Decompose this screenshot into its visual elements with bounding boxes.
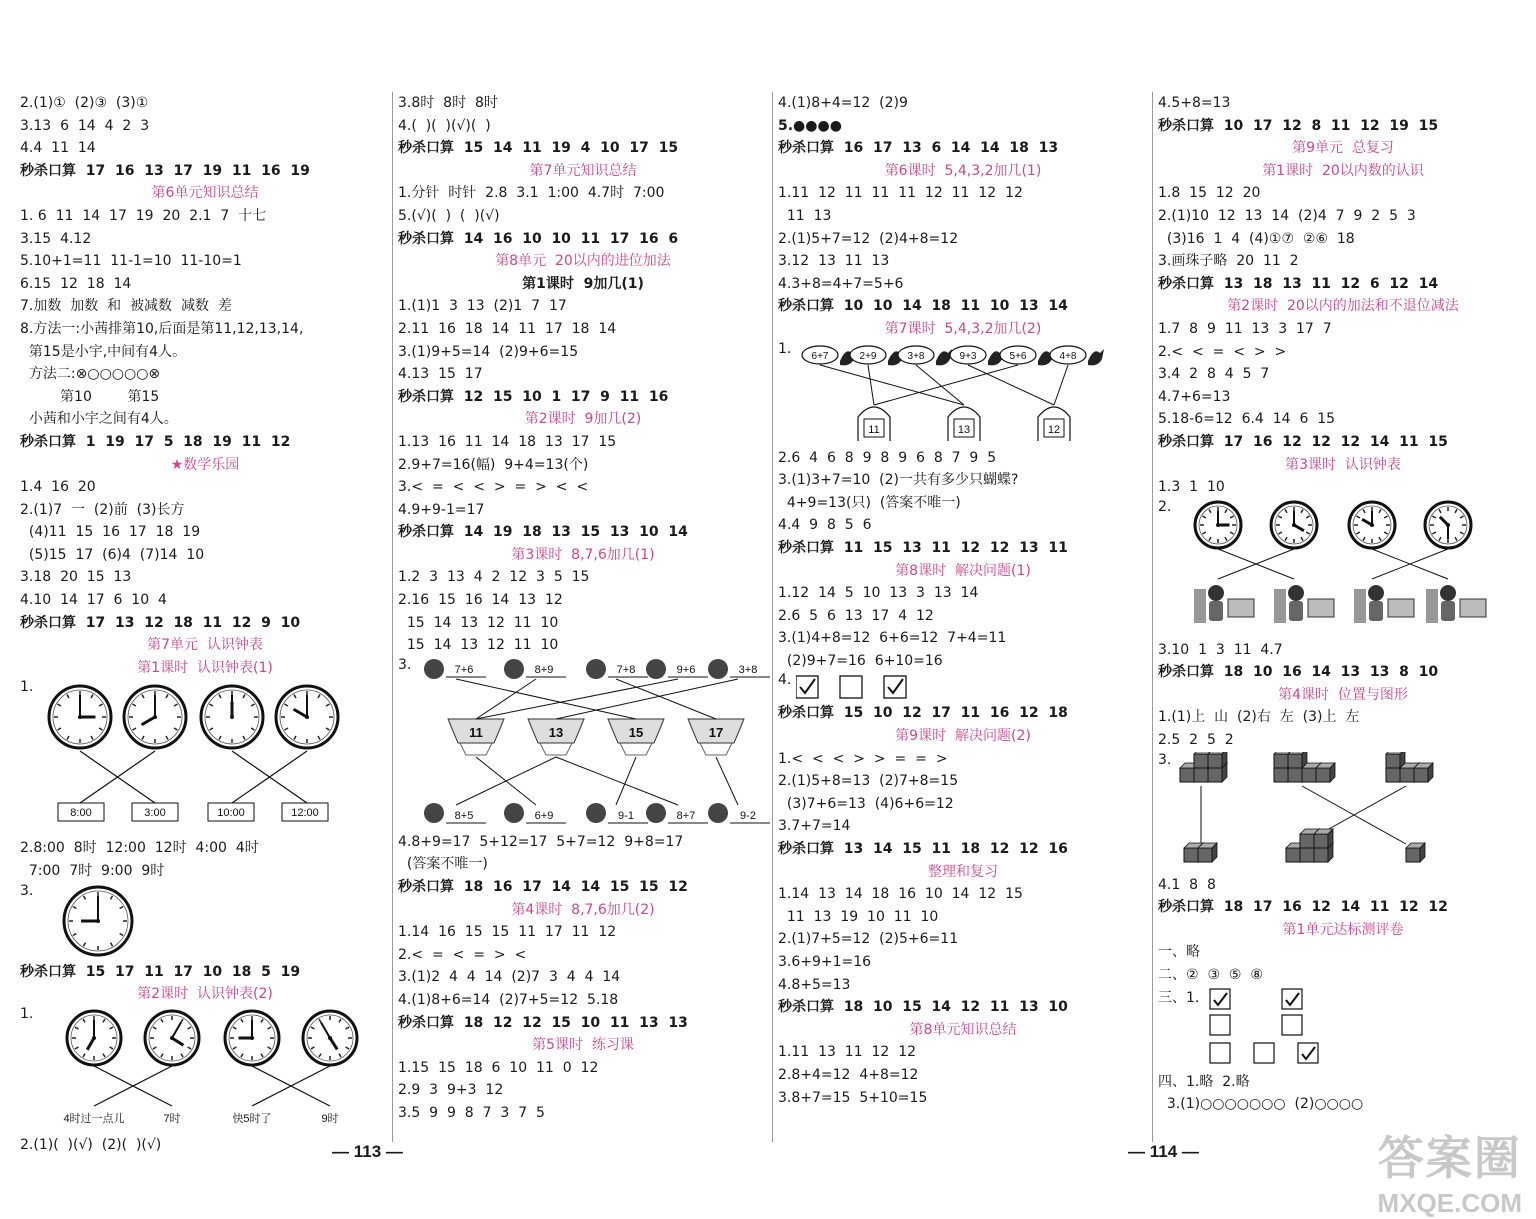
expression-label: 6+9 <box>534 809 554 822</box>
item-number: 3. <box>398 656 412 673</box>
sum-label: 17 <box>708 724 724 740</box>
bird-icon <box>1088 349 1104 365</box>
answer-line: (2)9+7=16 6+10=16 <box>778 652 943 669</box>
expression-label: 2+9 <box>859 350 877 362</box>
section-heading: 第1单元达标测评卷 <box>1282 921 1404 938</box>
section-heading: 第1课时 20以内数的认识 <box>1262 162 1424 179</box>
test3-block <box>1158 987 1528 1071</box>
column-4 <box>1158 92 1528 1116</box>
answer-line: 11 13 <box>778 207 832 224</box>
answer-line: 小茜和小宇之间有4人。 <box>20 411 178 428</box>
answer-line: 3.(1)3+7=10 (2)一共有多少只蝴蝶? <box>778 472 1019 489</box>
item-number: 3. <box>20 882 34 899</box>
mental-math-row: 秒杀口算 15 17 11 17 10 18 5 19 <box>20 963 301 980</box>
mental-math-row: 秒杀口算 17 16 12 12 12 14 11 15 <box>1158 433 1448 450</box>
cube <box>1198 843 1217 862</box>
answer-line: 2.(1)5+7=12 (2)4+8=12 <box>778 230 959 247</box>
answer-line: 3.4 2 8 4 5 7 <box>1158 366 1270 383</box>
answer-line: 3.(1)○○○○○○○ (2)○○○○ <box>1158 1096 1364 1113</box>
expression-label: 9-2 <box>740 809 756 822</box>
answer-line: 3.12 13 11 13 <box>778 253 890 270</box>
answer-line: 2.11 16 18 14 11 17 18 14 <box>398 320 617 337</box>
clock-face <box>276 686 338 748</box>
answer-line: 4.4 9 8 5 6 <box>778 517 872 534</box>
clocks4-block <box>1158 499 1528 639</box>
section-heading: 第3课时 认识钟表 <box>1285 456 1401 473</box>
answer-line: 4.(1)8+6=14 (2)7+5=12 5.18 <box>398 992 619 1008</box>
cube <box>1414 763 1433 782</box>
section-heading: 整理和复习 <box>928 863 998 880</box>
answer-line: 2.8:00 8时 12:00 12时 4:00 4时 <box>20 840 259 857</box>
answer-line: 1.15 15 18 6 10 11 0 12 <box>398 1059 599 1076</box>
answer-line: 3.5 9 9 8 7 3 7 5 <box>398 1104 545 1121</box>
answer-line: 3.(1)2 4 4 14 (2)7 3 4 4 14 <box>398 969 621 986</box>
clock-face <box>67 1011 121 1065</box>
answer-line: 1.< < < > > = = > <box>778 750 948 767</box>
answer-line: 第15是小宇,中间有4人。 <box>20 343 187 360</box>
section-heading: 第2课时 9加几(2) <box>524 411 642 428</box>
answer-line: 7:00 7时 9:00 9时 <box>20 863 165 880</box>
section-heading: 第9课时 解决问题(2) <box>895 728 1031 745</box>
answer-line: 4.4 11 14 <box>20 140 96 157</box>
section-heading: 第8单元 20以内的进位加法 <box>495 253 671 270</box>
clock-face <box>49 686 111 748</box>
cube <box>1406 843 1425 862</box>
answer-line: 3.(1)4+8=12 6+6=12 7+4=11 <box>778 630 1007 647</box>
clocks1-block <box>20 679 390 837</box>
column-divider <box>392 92 393 1142</box>
answer-line: 2.(1)5+8=13 (2)7+8=15 <box>778 773 959 790</box>
answer-line: 6.15 12 18 14 <box>20 275 132 292</box>
answer-line: 3.画珠子略 20 11 2 <box>1158 253 1299 270</box>
section-heading: 第8课时 解决问题(1) <box>895 562 1031 579</box>
item-number: 1. <box>778 340 792 357</box>
answer-line: 1.(1)上 山 (2)右 左 (3)上 左 <box>1158 709 1360 726</box>
section-heading: 第8单元知识总结 <box>909 1021 1017 1038</box>
answer-line: 4.3+8=4+7=5+6 <box>778 275 904 292</box>
cubes-block <box>1158 752 1528 874</box>
expression-label: 7+8 <box>616 663 636 676</box>
time-label: 8:00 <box>70 807 92 820</box>
time-label: 3:00 <box>144 807 166 820</box>
answer-line: 2.9 3 9+3 12 <box>398 1082 504 1099</box>
basket-net <box>460 743 492 755</box>
section-heading: 第7单元 认识钟表 <box>147 637 263 654</box>
item-number: 3. <box>1158 751 1172 768</box>
clock-face <box>145 1011 199 1065</box>
expression-label: 4+8 <box>1059 350 1077 362</box>
expression-label: 7+6 <box>454 663 474 676</box>
answer-line: 8.方法一:小茜排第10,后面是第11,12,13,14, <box>20 320 304 337</box>
answer-line: 2.(1)10 12 13 14 (2)4 7 9 2 5 3 <box>1158 207 1416 224</box>
answer-box <box>1254 1043 1274 1063</box>
answer-line: 3.13 6 14 4 2 3 <box>20 117 150 134</box>
answer-line: 3.6+9+1=16 <box>778 954 872 970</box>
cube <box>1208 752 1227 768</box>
answer-line: 1.4 16 20 <box>20 479 96 496</box>
column-1 <box>20 92 390 1156</box>
basketball <box>424 659 444 679</box>
answer-line: 3.8+7=15 5+10=15 <box>778 1089 928 1106</box>
answer-line: 11 13 19 10 11 10 <box>778 908 939 925</box>
mental-math-row: 秒杀口算 13 18 13 11 12 6 12 14 <box>1158 275 1439 292</box>
clock-scene-figure <box>1176 499 1526 639</box>
sum-label: 15 <box>628 724 644 740</box>
time-label: 4时过一点儿 <box>63 1112 125 1125</box>
section-heading: 第7课时 5,4,3,2加几(2) <box>884 320 1042 337</box>
answer-line: 四、1.略 2.略 <box>1158 1073 1250 1090</box>
answer-line: 4.5+8=13 <box>1158 95 1231 111</box>
section-heading: 第1课时 认识钟表(1) <box>137 659 273 676</box>
watermark-text: 答案圈 <box>1377 1131 1522 1185</box>
basketball <box>646 659 666 679</box>
answer-line: 二、② ③ ⑤ ⑧ <box>1158 967 1263 984</box>
column-3 <box>778 92 1148 1109</box>
time-label: 10:00 <box>217 807 245 820</box>
mental-math-row: 秒杀口算 10 10 14 18 11 10 13 14 <box>778 298 1068 315</box>
answer-line: 3.10 1 3 11 4.7 <box>1158 641 1283 658</box>
section-heading: 第7单元知识总结 <box>529 162 637 179</box>
answer-box <box>840 676 862 698</box>
clock-face <box>225 1011 279 1065</box>
basketball-matching-figure <box>416 657 776 831</box>
answer-line: 1.分针 时针 2.8 3.1 1:00 4.7时 7:00 <box>398 185 665 202</box>
clocks-figure <box>30 1006 390 1134</box>
mental-math-row: 秒杀口算 1 19 17 5 18 19 11 12 <box>20 433 291 450</box>
answer-box <box>1210 1043 1230 1063</box>
answer-line: 1.7 8 9 11 13 3 17 7 <box>1158 320 1332 337</box>
basketball <box>586 659 606 679</box>
answer-line: 5.(√)( ) ( )(√) <box>398 207 500 224</box>
baskets-block <box>398 657 768 831</box>
answer-line: 5.10+1=11 11-1=10 11-10=1 <box>20 253 242 270</box>
answer-line: 7.加数 加数 和 被减数 减数 差 <box>20 298 232 315</box>
mental-math-row: 秒杀口算 18 12 12 15 10 11 13 13 <box>398 1014 688 1031</box>
section-heading: 第5课时 练习课 <box>532 1037 634 1054</box>
sum-label: 11 <box>469 724 483 740</box>
answer-line: 2.8+4=12 4+8=12 <box>778 1066 919 1083</box>
clock-face <box>1349 502 1395 548</box>
answer-line: (4)11 15 16 17 18 19 <box>20 524 201 541</box>
expression-label: 9+3 <box>959 350 977 362</box>
answer-box <box>1210 1015 1230 1035</box>
basketball <box>646 803 666 823</box>
clock-face <box>1425 502 1471 548</box>
answer-line: 1.12 14 5 10 13 3 13 14 <box>778 585 979 602</box>
clock3-block <box>20 883 390 961</box>
answer-line: 1.14 16 15 15 11 17 11 12 <box>398 924 617 941</box>
answer-line: 2.6 5 6 13 17 4 12 <box>778 607 934 624</box>
answer-line: 3.8时 8时 8时 <box>398 95 498 111</box>
answer-line: 4.8+5=13 <box>778 976 851 993</box>
clock-figure <box>38 883 158 961</box>
expression-label: 9+6 <box>676 663 696 676</box>
clock-face <box>1195 502 1241 548</box>
section-heading: 第4课时 8,7,6加几(2) <box>511 901 655 918</box>
answer-line: (3)16 1 4 (4)①⑦ ②⑥ 18 <box>1158 230 1355 247</box>
answer-line: 4.9+9-1=17 <box>398 501 485 518</box>
answer-line: 一、略 <box>1158 944 1200 961</box>
birds-block <box>778 341 1148 447</box>
section-heading: ★数学乐园 <box>170 456 240 473</box>
section-heading: 第3课时 8,7,6加几(1) <box>511 546 655 563</box>
clock-face <box>1271 502 1317 548</box>
expression-label: 8+7 <box>676 809 696 822</box>
mental-math-row: 秒杀口算 11 15 13 11 12 12 13 11 <box>778 539 1068 556</box>
time-label: 快5时了 <box>232 1112 272 1125</box>
mental-math-row: 秒杀口算 18 17 16 12 14 11 12 12 <box>1158 899 1448 916</box>
answer-line: 3.18 20 15 13 <box>20 569 132 586</box>
answer-line: 2.5 2 5 2 <box>1158 732 1234 749</box>
answer-box <box>1282 1015 1302 1035</box>
answer-box <box>1210 989 1230 1009</box>
bird-icon <box>936 349 952 365</box>
answer-line: 3.15 4.12 <box>20 230 92 247</box>
sum-label: 13 <box>548 724 564 740</box>
item-number: 1. <box>20 679 34 696</box>
child-scene-icon <box>1274 585 1334 623</box>
mental-math-row: 秒杀口算 14 19 18 13 15 13 10 14 <box>398 524 688 541</box>
cube <box>1386 752 1405 768</box>
column-divider <box>1152 92 1153 1142</box>
time-label: 9时 <box>321 1112 339 1125</box>
answer-line: (答案不唯一) <box>398 856 488 873</box>
basketball <box>708 659 728 679</box>
answer-line: 3.(1)9+5=14 (2)9+6=15 <box>398 343 579 360</box>
answer-line: 方法二:⊗○○○○○⊗ <box>20 366 161 383</box>
mental-math-row: 秒杀口算 16 17 13 6 14 14 18 13 <box>778 140 1059 157</box>
basket-net <box>700 743 732 755</box>
answer-line: 第10 第15 <box>20 388 160 405</box>
child-scene-icon <box>1194 585 1254 623</box>
section-heading: 第9单元 总复习 <box>1292 140 1394 157</box>
child-scene-icon <box>1354 585 1414 623</box>
basketball <box>504 803 524 823</box>
mental-math-row: 秒杀口算 13 14 15 11 18 12 12 16 <box>778 841 1068 858</box>
answer-line: 4.( )( )(√)( ) <box>398 117 491 134</box>
clock-face <box>64 887 132 955</box>
mental-math-row: 秒杀口算 18 10 16 14 13 13 8 10 <box>1158 664 1439 681</box>
mental-math-row: 秒杀口算 17 13 12 18 11 12 9 10 <box>20 614 301 631</box>
cube <box>1314 829 1333 848</box>
mental-math-row: 秒杀口算 15 14 11 19 4 10 17 15 <box>398 140 679 157</box>
section-heading: 第2课时 20以内的加法和不退位减法 <box>1227 298 1459 315</box>
cube <box>1316 763 1335 782</box>
answer-line: 4.10 14 17 6 10 4 <box>20 592 167 609</box>
answer-line: 4.8+9=17 5+12=17 5+7=12 9+8=17 <box>398 833 684 850</box>
answer-box <box>1282 989 1302 1009</box>
answer-line: 1.2 3 13 4 2 12 3 5 15 <box>398 569 590 586</box>
clock-face <box>201 686 263 748</box>
basketball <box>504 659 524 679</box>
answer-line: 2.(1)7+5=12 (2)5+6=11 <box>778 931 959 948</box>
sum-label: 13 <box>957 423 971 436</box>
section-heading: 第2课时 认识钟表(2) <box>137 986 273 1003</box>
page-number-right: — 114 — <box>1128 1142 1199 1161</box>
answer-line: 1.11 12 11 11 11 12 11 12 12 <box>778 185 1023 202</box>
answer-line: 2.16 15 16 14 13 12 <box>398 592 563 609</box>
mental-math-row: 秒杀口算 17 16 13 17 19 11 16 19 <box>20 162 310 179</box>
answer-line: 1.14 13 14 18 16 10 14 12 15 <box>778 886 1023 903</box>
expression-label: 8+5 <box>454 809 474 822</box>
answer-line: 4.(1)8+4=12 (2)9 <box>778 95 908 111</box>
mental-math-row: 秒杀口算 18 16 17 14 14 15 15 12 <box>398 879 688 896</box>
section-heading: 第6课时 5,4,3,2加几(1) <box>884 162 1042 179</box>
basket-net <box>620 743 652 755</box>
mental-math-row: 秒杀口算 10 17 12 8 11 12 19 15 <box>1158 117 1439 134</box>
cube <box>1288 752 1307 768</box>
answer-box <box>1298 1043 1318 1063</box>
answer-line: 3.< = < < > = > < < <box>398 479 589 496</box>
answer-line: 1. 6 11 14 17 19 20 2.1 7 十七 <box>20 207 267 224</box>
basket-net <box>540 743 572 755</box>
time-label: 7时 <box>163 1112 181 1125</box>
answer-line: 4.1 8 8 <box>1158 876 1216 893</box>
expression-label: 3+8 <box>907 350 925 362</box>
clock-face <box>124 686 186 748</box>
checkbox-answers <box>1206 987 1426 1071</box>
answer-line: 1.13 16 11 14 18 13 17 15 <box>398 433 617 450</box>
child-scene-icon <box>1426 585 1486 623</box>
expression-label: 8+9 <box>534 663 554 676</box>
sum-label: 11 <box>868 423 880 436</box>
mental-math-row: 秒杀口算 18 10 15 14 12 11 13 10 <box>778 999 1068 1016</box>
answer-line: (3)7+6=13 (4)6+6=12 <box>778 795 954 812</box>
answer-line: 2.< = < = > < <box>398 946 527 963</box>
answer-line: 4.7+6=13 <box>1158 388 1231 405</box>
basketball <box>586 803 606 823</box>
answer-line: 4.13 15 17 <box>398 366 483 383</box>
answer-line: 1.11 13 11 12 12 <box>778 1044 917 1061</box>
section-heading: 第6单元知识总结 <box>151 185 259 202</box>
item-number: 1. <box>20 1005 34 1022</box>
answer-line: 5.18-6=12 6.4 14 6 15 <box>1158 411 1336 428</box>
watermark-site: MXQE.COM <box>1377 1188 1522 1218</box>
page-number-left: — 113 — <box>332 1142 403 1161</box>
bird-matching-figure <box>796 341 1156 447</box>
mental-math-row: 秒杀口算 14 16 10 10 11 17 16 6 <box>398 230 679 247</box>
mental-math-row: 5.●●●● <box>778 117 842 134</box>
mental-math-row: 第1课时 9加几(1) <box>522 275 644 292</box>
expression-label: 9-1 <box>618 809 634 822</box>
cube-views-figure <box>1174 752 1524 874</box>
answer-line: 2.< < = < > > <box>1158 343 1287 360</box>
answer-line: 1.8 15 12 20 <box>1158 185 1261 202</box>
item-number: 三、1. <box>1158 989 1200 1006</box>
watermark <box>1378 1122 1522 1219</box>
column-divider <box>772 92 773 1142</box>
time-label: 12:00 <box>291 807 319 820</box>
clocks-figure <box>30 679 390 837</box>
answer-line: 3.7+7=14 <box>778 818 851 835</box>
clocks2-block <box>20 1006 390 1134</box>
answer-line: 1.3 1 10 <box>1158 479 1225 496</box>
answer-line: 15 14 13 12 11 10 <box>398 614 559 631</box>
basketball <box>424 803 444 823</box>
answer-line: 2.9+7=16(幅) 9+4=13(个) <box>398 456 589 473</box>
column-2 <box>398 92 768 1125</box>
section-heading: 第4课时 位置与图形 <box>1278 686 1408 703</box>
answer-line: 2.(1)7 一 (2)前 (3)长方 <box>20 501 185 518</box>
answer-line: (5)15 17 (6)4 (7)14 10 <box>20 546 205 563</box>
answer-line: 2.(1)① (2)③ (3)① <box>20 95 149 111</box>
answer-line: 4+9=13(只) (答案不唯一) <box>778 494 961 511</box>
answer-line: 2.(1)( )(√) (2)( )(√) <box>20 1136 162 1153</box>
item-number: 2. <box>1158 498 1172 515</box>
boxes4-block <box>778 672 1148 702</box>
expression-label: 3+8 <box>738 663 758 676</box>
answer-line: 15 14 13 12 11 10 <box>398 637 559 654</box>
clock-face <box>303 1011 357 1065</box>
mental-math-row: 秒杀口算 15 10 12 17 11 16 12 18 <box>778 705 1068 722</box>
basketball <box>708 803 728 823</box>
expression-label: 6+7 <box>811 350 829 362</box>
item-number: 4. <box>778 672 792 689</box>
answer-line: 2.6 4 6 8 9 8 9 6 8 7 9 5 <box>778 449 997 466</box>
answer-line: 1.(1)1 3 13 (2)1 7 17 <box>398 298 567 315</box>
expression-label: 5+6 <box>1009 350 1027 362</box>
checkbox-answers <box>796 674 996 704</box>
sum-label: 12 <box>1047 423 1061 436</box>
mental-math-row: 秒杀口算 12 15 10 1 17 9 11 16 <box>398 388 669 405</box>
